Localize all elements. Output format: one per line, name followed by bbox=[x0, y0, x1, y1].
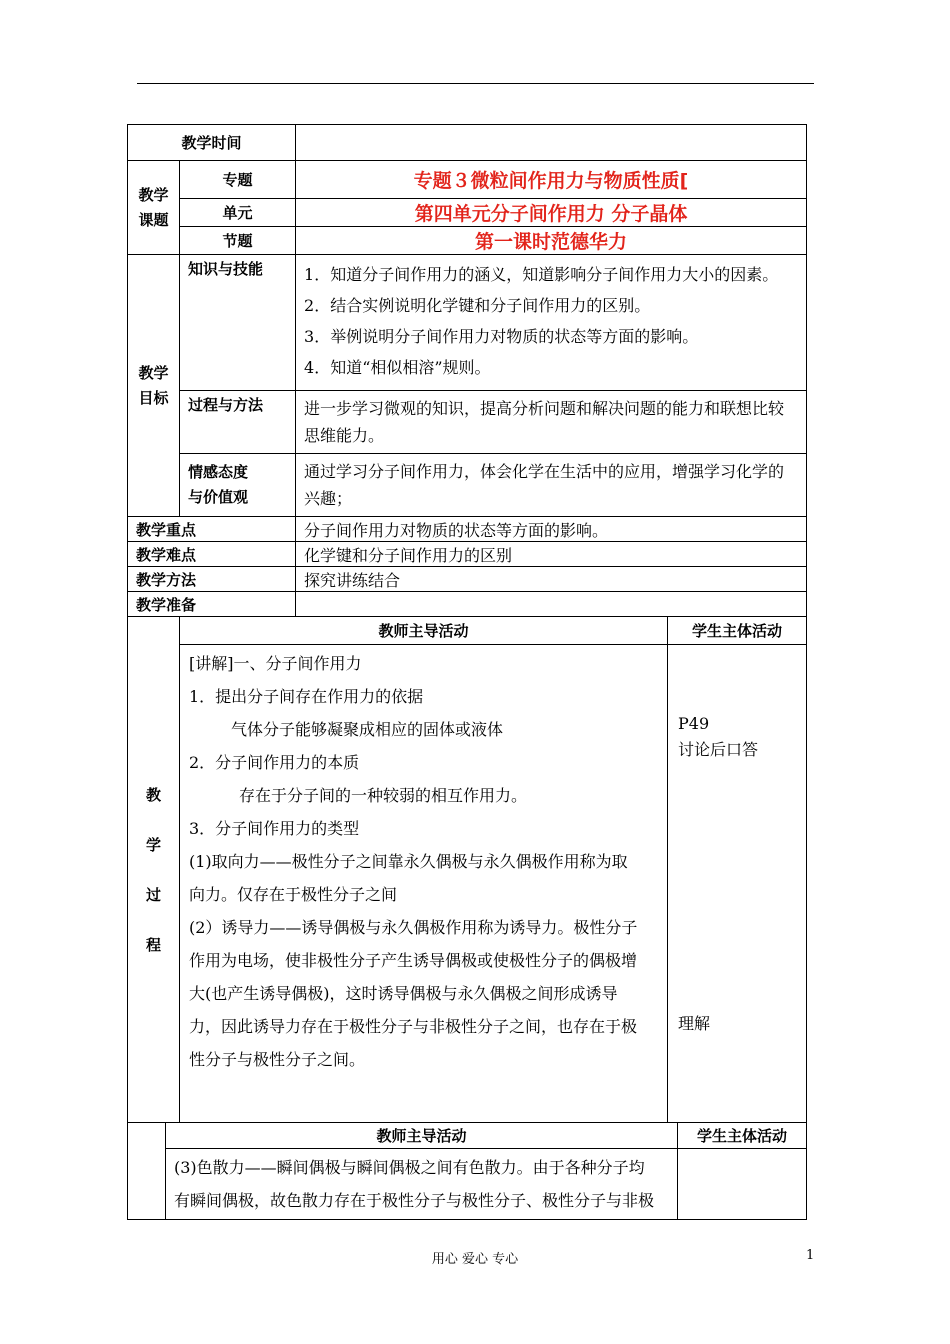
topic-label: 专题 bbox=[180, 161, 296, 199]
student-activity-content bbox=[668, 645, 807, 1123]
process-side-label: 教 学 过 程 bbox=[128, 617, 180, 1123]
teacher-line: 3．分子间作用力的类型 bbox=[189, 819, 360, 838]
difficulty-value: 化学键和分子间作用力的区别 bbox=[296, 542, 807, 567]
teacher-line: 2．分子间作用力的本质 bbox=[189, 753, 360, 772]
section-label: 节题 bbox=[180, 227, 296, 255]
knowledge-item: 4．知道“相似相溶”规则。 bbox=[304, 358, 491, 377]
teacher-line: (3)色散力——瞬间偶极与瞬间偶极之间有色散力。由于各种分子均 bbox=[174, 1158, 645, 1177]
teach-time-label: 教学时间 bbox=[128, 125, 296, 161]
student-understand: 理解 bbox=[678, 1014, 711, 1033]
topic-value: 专题３微粒间作用力与物质性质[ bbox=[296, 161, 807, 199]
unit-value: 第四单元分子间作用力 分子晶体 bbox=[296, 199, 807, 227]
process-method-text: 进一步学习微观的知识，提高分析问题和解决问题的能力和联想比较思维能力。 bbox=[296, 391, 807, 454]
method-value: 探究讲练结合 bbox=[296, 567, 807, 592]
knowledge-item: 2．结合实例说明化学键和分子间作用力的区别。 bbox=[304, 296, 651, 315]
knowledge-item: 1．知道分子间作用力的涵义，知道影响分子间作用力大小的因素。 bbox=[304, 265, 779, 284]
teacher-line: 力，因此诱导力存在于极性分子与非极性分子之间，也存在于极 bbox=[189, 1017, 638, 1036]
teacher-line: 气体分子能够凝聚成相应的固体或液体 bbox=[231, 720, 504, 739]
lesson-plan-table bbox=[127, 124, 807, 1123]
teacher-line: 1．提出分子间存在作用力的依据 bbox=[189, 687, 424, 706]
topic-group-label: 教学课题 bbox=[128, 161, 180, 255]
teacher-line: (2）诱导力——诱导偶极与永久偶极作用称为诱导力。极性分子 bbox=[189, 918, 638, 937]
continuation-teacher-content bbox=[166, 1149, 678, 1220]
continuation-student-content bbox=[678, 1149, 807, 1220]
teacher-line: 大(也产生诱导偶极)，这时诱导偶极与永久偶极之间形成诱导 bbox=[189, 984, 618, 1003]
teacher-line: 存在于分子间的一种较弱的相互作用力。 bbox=[239, 786, 528, 805]
continuation-side bbox=[128, 1123, 166, 1220]
method-label: 教学方法 bbox=[128, 567, 296, 592]
teacher-line: 向力。仅存在于极性分子之间 bbox=[189, 885, 398, 904]
student-discuss: 讨论后口答 bbox=[678, 740, 759, 759]
teacher-line: 有瞬间偶极，故色散力存在于极性分子与极性分子、极性分子与非极 bbox=[174, 1191, 655, 1210]
knowledge-label: 知识与技能 bbox=[180, 255, 296, 391]
goals-label: 教学目标 bbox=[128, 255, 180, 517]
section-value: 第一课时范德华力 bbox=[296, 227, 807, 255]
continuation-table bbox=[127, 1122, 807, 1220]
prep-value bbox=[296, 592, 807, 617]
teacher-activity-content bbox=[180, 645, 668, 1123]
student-p49: P49 bbox=[678, 714, 710, 733]
teach-time-value bbox=[296, 125, 807, 161]
teacher-line: 性分子与极性分子之间。 bbox=[189, 1050, 366, 1069]
key-value: 分子间作用力对物质的状态等方面的影响。 bbox=[296, 517, 807, 542]
teacher-line: (1)取向力——极性分子之间靠永久偶极与永久偶极作用称为取 bbox=[189, 852, 628, 871]
page-number: 1 bbox=[806, 1248, 815, 1263]
continuation-teacher-header: 教师主导活动 bbox=[166, 1123, 678, 1149]
footer-motto: 用心 爱心 专心 bbox=[431, 1252, 519, 1267]
key-label: 教学重点 bbox=[128, 517, 296, 542]
prep-label: 教学准备 bbox=[128, 592, 296, 617]
teacher-line: 作用为电场，使非极性分子产生诱导偶极或使极性分子的偶极增 bbox=[189, 951, 638, 970]
student-activity-header: 学生主体活动 bbox=[668, 617, 807, 645]
emotion-text: 通过学习分子间作用力，体会化学在生活中的应用，增强学习化学的兴趣； bbox=[296, 454, 807, 517]
teacher-line: [讲解]一、分子间作用力 bbox=[189, 654, 362, 673]
process-method-label: 过程与方法 bbox=[180, 391, 296, 454]
continuation-student-header: 学生主体活动 bbox=[678, 1123, 807, 1149]
emotion-label: 情感态度 与价值观 bbox=[180, 454, 296, 517]
header-rule bbox=[137, 83, 814, 84]
knowledge-list bbox=[296, 255, 807, 391]
knowledge-item: 3．举例说明分子间作用力对物质的状态等方面的影响。 bbox=[304, 327, 699, 346]
difficulty-label: 教学难点 bbox=[128, 542, 296, 567]
teacher-activity-header: 教师主导活动 bbox=[180, 617, 668, 645]
unit-label: 单元 bbox=[180, 199, 296, 227]
